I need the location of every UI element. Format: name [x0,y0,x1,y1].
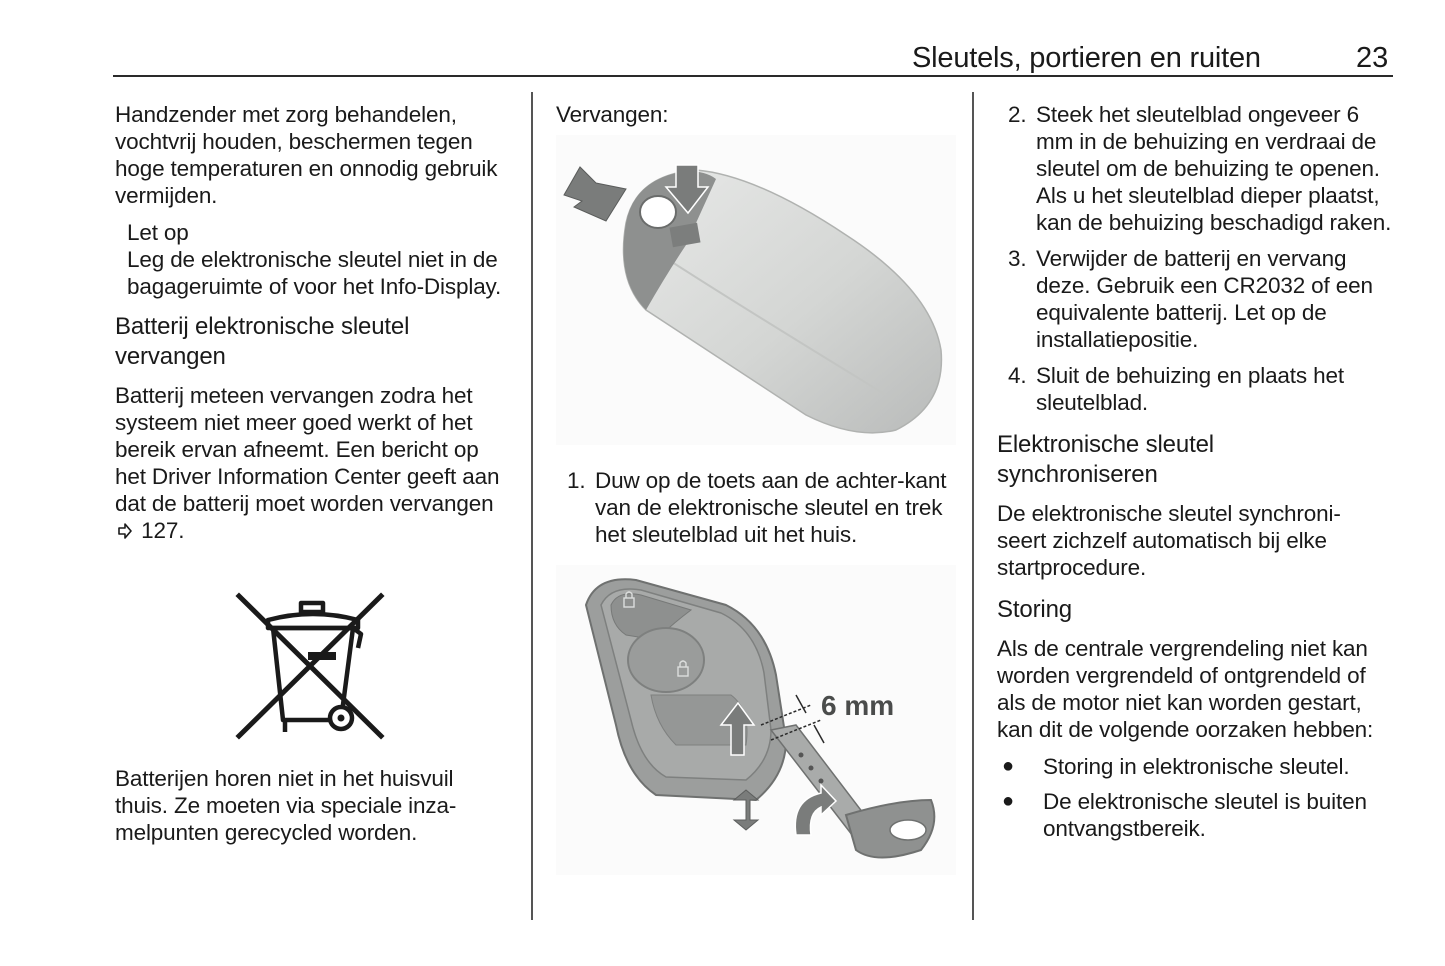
step-text: Verwijder de batterij en vervang deze. Gebruik een CR2032 of een equivalente batterij. Let op de installatiepositie. [1036,246,1373,352]
section-heading-battery: Batterij elektronische sleutel vervangen [115,313,410,370]
column-divider-1 [531,92,533,920]
fault-causes-list [997,753,1397,842]
header-rule [113,75,1393,77]
crossed-out-wheelie-bin-icon [233,590,388,747]
list-item: ● Storing in elektronische sleutel. [1002,754,1350,779]
battery-body-text: Batterij meteen vervangen zodra het systeem niet meer goed werkt of het bereik ervan afneemt. Een bericht op het Driver Information Center geeft aan dat de batterij moet worden vervangen 127. [115,382,513,546]
column-3 [997,101,1397,850]
bullet-icon: ● [1002,755,1014,777]
bullet-icon: ● [1002,790,1014,812]
column-divider-2 [972,92,974,920]
note-box [115,219,515,300]
step-text: Duw op de toets aan de achter-kant van de elektronische sleutel en trek het sleutelblad uit het huis. [595,468,947,547]
page-number: 23 [1356,42,1389,74]
reference-page-link[interactable]: 127. [141,518,185,543]
step-text: Sluit de behuizing en plaats het sleutelblad. [1036,363,1344,415]
list-item: ● De elektronische sleutel is buiten ontvangstbereik. [1002,789,1367,841]
step-item [997,101,1397,236]
fault-text: Als de centrale vergrendeling niet kan worden vergrendeld of ontgrendeld of als de motor niet kan worden gestart, kan dit de volgende oorzaken hebben: [997,636,1374,742]
note-text: Leg de elektronische sleutel niet in de bagageruimte of voor het Info-Display. [127,247,502,299]
intro-paragraph: Handzender met zorg behandelen, vochtvrij houden, beschermen tegen hoge temperaturen en onnodig gebruik vermijden. [115,102,498,208]
disposal-text-block [115,765,515,846]
key-fob-release-button-illustration [556,135,956,450]
note-label: Let op [127,220,189,245]
step-number: 3. [1008,246,1027,271]
section-heading-sync: Elektronische sleutel synchroniseren [997,431,1214,488]
step-number: 4. [1008,363,1027,388]
disposal-text: Batterijen horen niet in het huisvuil thuis. Ze moeten via speciale inza-melpunten gerecycled worden. [115,766,457,845]
section-heading-fault: Storing [997,596,1072,623]
key-blade-insert-6mm-illustration [556,565,956,880]
page-reference-arrow-icon [117,519,133,546]
step-number: 2. [1008,102,1027,127]
column-1 [115,101,515,546]
step-number: 1. [567,468,586,493]
replacement-steps-list [997,101,1397,416]
step-item [997,245,1397,353]
step-item [556,467,956,548]
svg-text:6 mm: 6 mm [821,690,895,721]
step-item [997,362,1397,416]
column-2 [556,101,956,128]
step-text: Steek het sleutelblad ongeveer 6 mm in de behuizing en verdraai de sleutel om de behuizing te openen. Als u het sleutelblad dieper plaatst, kan de behuizing beschadigd raken. [1036,102,1392,235]
sync-text: De elektronische sleutel synchroni-seert zichzelf automatisch bij elke startprocedure. [997,501,1341,580]
running-header-title: Sleutels, portieren en ruiten [912,42,1261,74]
replace-label: Vervangen: [556,102,669,127]
step-1-block [556,467,956,557]
